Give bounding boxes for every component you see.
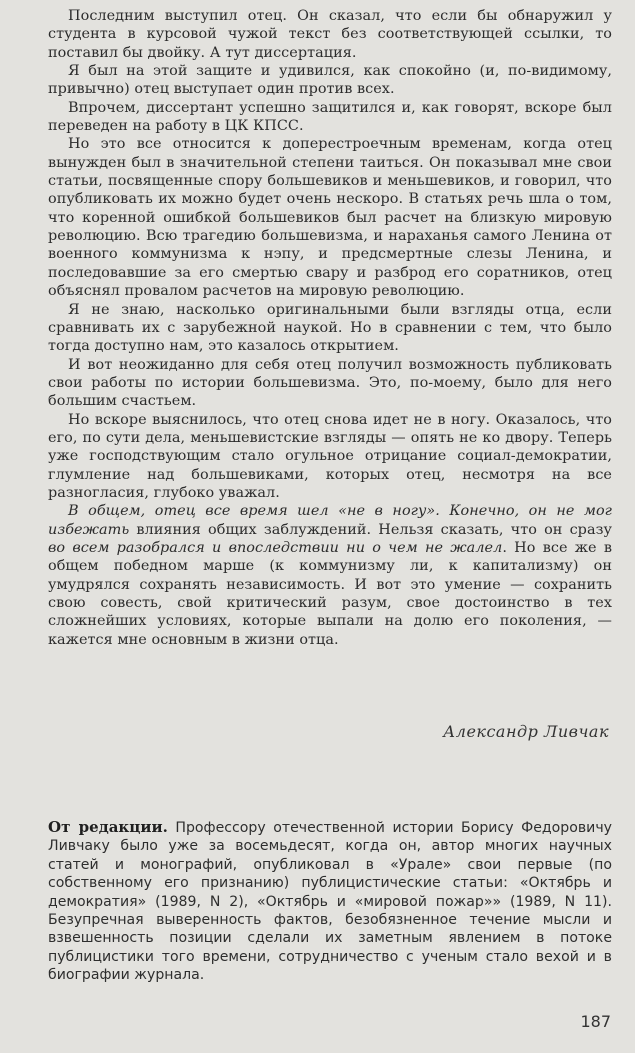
article-paragraph [48,99,612,136]
editorial-text: Профессору отечественной истории Борису Федоровичу Ливчаку было уже за восемьдесят, когда он, автор многих научных статей и монографий, опубликовал в «Урале» свои первые (по собственному его признанию) публицистические статьи: «Октябрь и демократия» (1989, N 2), «Октябрь и «мировой пожар»» (1989, N 11). Безупречная выверенность фактов, безобязненное течение мысли и взвешенность позиции сделали их заметным явлением в потоке публицистики того времени, сотрудничество с ученым стало вехой и в биографии журнала. [48,820,612,984]
paragraph-text: Но вскоре выяснилось, что отец снова идет не в ногу. Оказалось, что его, по сути дела, меньшевистские взгляды — опять не ко двору. Теперь уже господствующим стало огульное отрицание социал-демократии, глумление над большевиками, которых отец, несмотря на все разногласия, глубоко уважал. [48,411,612,501]
article-paragraph [48,62,612,99]
author-signature: Александр Ливчак [443,722,609,741]
paragraph-text: Последним выступил отец. Он сказал, что если бы обнаружил у студента в курсовой чужой текст без соответствующей ссылки, то поставил бы двойку. А тут диссертация. [48,8,612,61]
article-body [48,7,612,649]
paragraph-text: Я был на этой защите и удивился, как спокойно (и, по-видимому, привычно) отец выступает один против всех. [48,63,612,98]
paragraph-text: влияния общих заблуждений. Нельзя сказать, что он сразу [129,521,612,538]
article-paragraph [48,411,612,503]
article-paragraph [48,7,612,62]
italic-text: во всем разобрался и впоследствии ни о чем не жалел [48,539,503,556]
paragraph-text: Но это все относится к доперестроечным временам, когда отец вынужден был в значительной степени таиться. Он показывал мне свои статьи, посвященные спору большевиков и меньшевиков, и говорил, что опубликовать их можно будет очень нескоро. В статьях речь шла о том, что коренной ошибкой большевиков был расчет на близкую мировую революцию. Всю трагедию большевизма, и нараханья самого Ленина от военного коммунизма к нэпу, и предсмертные слезы Ленина, и последовавшие за его смертью свару и разброд его соратников, отец объяснял провалом расчетов на мировую революцию. [48,136,612,300]
editorial-note [48,818,612,985]
paragraph-text: Я не знаю, насколько оригинальными были взгляды отца, если сравнивать их с зарубежной наукой. Но в сравнении с тем, что было тогда доступно нам, это казалось открытием. [48,301,612,355]
paragraph-text: Впрочем, диссертант успешно защитился и, как говорят, вскоре был переведен на работу в ЦК КПСС. [48,99,612,135]
paragraph-text: И вот неожиданно для себя отец получил возможность публиковать свои работы по истории большевизма. Это, по-моему, было для него большим счастьем. [48,356,612,410]
italic-text: В общем, отец все время шел «не в ногу». Конечно, он не мог избежать [48,503,612,538]
article-paragraph [48,356,612,411]
article-paragraph [48,301,612,356]
article-paragraph-final [48,502,612,649]
paragraph-text: . Но все же в общем победном марше (к коммунизму ли, к капитализму) он умудрялся сохранять независимость. И вот это умение — сохранить свою совесть, свой критический разум, свое достоинство в тех сложнейших условиях, которые выпали на долю его поколения, — кажется мне основным в жизни отца. [48,539,612,648]
article-paragraph [48,135,612,300]
page-number: 187 [580,1012,611,1031]
editorial-heading: От редакции. [48,818,168,836]
